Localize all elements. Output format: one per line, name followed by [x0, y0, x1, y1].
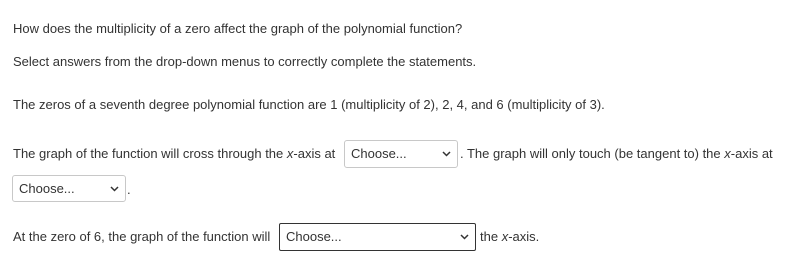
statement1-end-punct: . [127, 182, 131, 197]
statement2-before-text: At the zero of 6, the graph of the function will [13, 229, 271, 244]
statement1-tail [460, 146, 773, 162]
statement1-middle-text: -axis at [293, 146, 336, 161]
touch-zeros-dropdown-value: Choose... [19, 180, 75, 196]
statement1-before-text: The graph of the function will cross through the [13, 146, 287, 161]
cross-zeros-dropdown[interactable] [344, 140, 458, 168]
statement1-x-var: x [286, 146, 294, 161]
given-zeros-text: The zeros of a seventh degree polynomial function are 1 (multiplicity of 2), 2, 4, and 6 (multiplicity of 3). [13, 97, 605, 112]
chevron-down-icon [460, 234, 469, 240]
statement2-tail [480, 229, 539, 245]
statement1-after-select-text: . The graph will only touch (be tangent to) the [460, 146, 725, 161]
question-prompt: How does the multiplicity of a zero affect the graph of the polynomial function? [13, 21, 463, 36]
cross-zeros-dropdown-value: Choose... [351, 146, 407, 161]
touch-zeros-dropdown[interactable] [12, 175, 126, 202]
statement1-lead [13, 146, 335, 162]
chevron-down-icon [442, 151, 451, 157]
statement2-after-post-text: -axis. [508, 229, 540, 244]
statement2-x-var: x [501, 229, 509, 244]
instructions-text: Select answers from the drop-down menus to correctly complete the statements. [13, 54, 477, 69]
statement2-after-pre-text: the [480, 229, 502, 244]
zero-six-behavior-dropdown-value: Choose... [286, 229, 342, 244]
statement1-x-var-2: x [724, 146, 731, 161]
zero-six-behavior-dropdown[interactable] [279, 223, 476, 251]
statement1-tail-text: -axis at [730, 146, 773, 161]
chevron-down-icon [110, 186, 119, 192]
